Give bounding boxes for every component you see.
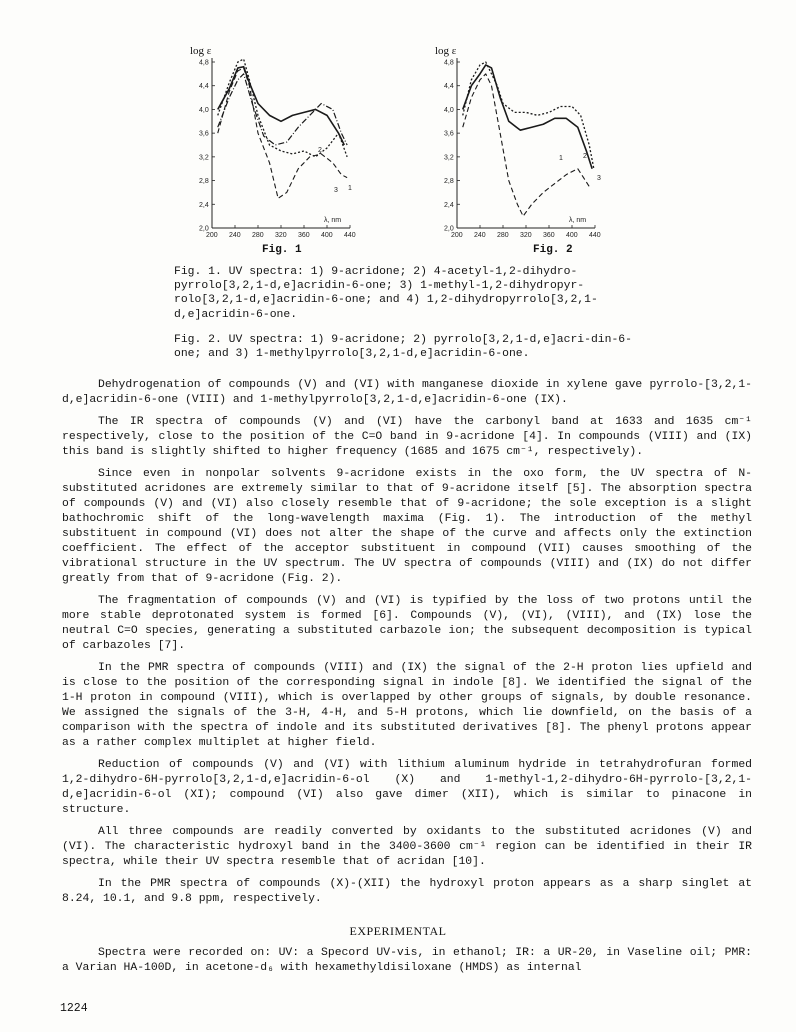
y-tick-label: 4,0: [199, 106, 209, 114]
figure-caption-label: Fig. 2: [533, 244, 573, 256]
page-number: 1224: [60, 1002, 88, 1015]
spectrum-curve-3: [463, 62, 594, 169]
x-tick-label: 400: [321, 232, 333, 239]
x-tick-label: 360: [543, 232, 555, 239]
x-tick-label: 240: [229, 232, 241, 239]
uv-spectrum-chart-1: [190, 40, 365, 255]
curve-number-label: 1: [559, 155, 563, 162]
y-tick-label: 4,0: [444, 106, 454, 114]
y-tick-label: 2,4: [444, 201, 454, 209]
x-tick-label: 280: [252, 232, 264, 239]
y-tick-label: 3,6: [199, 130, 209, 138]
spectrum-curve-1: [218, 67, 345, 145]
y-tick-label: 4,4: [444, 83, 454, 91]
y-axis-label: log ε: [190, 45, 212, 57]
y-tick-label: 3,6: [444, 130, 454, 138]
curve-number-label: 3: [334, 187, 338, 194]
x-unit-label: λ, nm: [569, 217, 587, 224]
figure-2-caption: Fig. 2. UV spectra: 1) 9-acridone; 2) pyrrolo[3,2,1-d,e]acri-din-6-one; and 3) 1-methylpyrrolo[3,2,1-d,e]acridin-6-one.: [174, 334, 632, 361]
curve-number-label: 3: [597, 175, 601, 182]
y-tick-label: 2,4: [199, 201, 209, 209]
body-text: [62, 378, 752, 914]
y-tick-label: 2,8: [199, 178, 209, 186]
paragraph-oxidants: All three compounds are readily converted by oxidants to the substituted acridones (V) and (VI). The characteristic hydroxyl band in the 3400-3600 cm⁻¹ region can be identified in their IR spectra, while their UV spectra resemble that of acridan [10].: [62, 826, 752, 868]
figure-1: [190, 40, 365, 260]
paragraph-spectra-instruments: Spectra were recorded on: UV: a Specord UV-vis, in ethanol; IR: a UR-20, in Vaseline oil; PMR: a Varian HA-100D, in acetone-d₆ with hexamethyldisiloxane (HMDS) as internal: [62, 947, 752, 974]
x-tick-label: 200: [451, 232, 463, 239]
paragraph-ir-spectra: The IR spectra of compounds (V) and (VI) have the carbonyl band at 1633 and 1635 cm⁻¹ respectively, close to the position of the C=O band in 9-acridone [4]. In compounds (VIII) and (IX) this band is slightly shifted to higher frequency (1685 and 1675 cm⁻¹, respectively).: [62, 416, 752, 458]
uv-spectrum-chart-2: [435, 40, 610, 255]
y-tick-label: 2,0: [444, 225, 454, 233]
x-tick-label: 440: [589, 232, 601, 239]
y-tick-label: 2,8: [444, 178, 454, 186]
figure-caption-label: Fig. 1: [262, 244, 302, 256]
paragraph-dehydrogenation: Dehydrogenation of compounds (V) and (VI) with manganese dioxide in xylene gave pyrrolo-[3,2,1-d,e]acridin-6-one (VIII) and 1-methylpyrrolo[3,2,1-d,e]acridin-6-one (IX).: [62, 379, 752, 406]
x-tick-label: 200: [206, 232, 218, 239]
y-tick-label: 4,4: [199, 83, 209, 91]
experimental-text: [62, 946, 752, 983]
figure-2: [435, 40, 610, 260]
y-tick-label: 3,2: [444, 154, 454, 162]
x-unit-label: λ, nm: [324, 217, 342, 224]
figure-1-caption: Fig. 1. UV spectra: 1) 9-acridone; 2) 4-acetyl-1,2-dihydro-pyrrolo[3,2,1-d,e]acridin-6-one; 3) 1-methyl-1,2-dihydropyr-rolo[3,2,1-d,e]acridin-6-one; and 4) 1,2-dihydropyrrolo[3,2,1-d,e]acridin-6-one.: [174, 266, 598, 321]
x-tick-label: 360: [298, 232, 310, 239]
spectrum-curve-1: [463, 65, 592, 169]
curve-number-label: 1: [348, 185, 352, 192]
y-axis-label: log ε: [435, 45, 457, 57]
paragraph-hydroxyl-proton: In the PMR spectra of compounds (X)-(XII) the hydroxyl proton appears as a sharp singlet at 8.24, 10.1, and 9.8 ppm, respectively.: [62, 878, 752, 905]
curve-number-label: 2: [318, 147, 322, 154]
spectrum-curve-4: [218, 74, 347, 145]
figures-row: [190, 40, 630, 255]
spectrum-curve-2: [463, 74, 590, 216]
y-tick-label: 4,8: [199, 59, 209, 67]
x-tick-label: 320: [275, 232, 287, 239]
curve-number-label: 2: [583, 153, 587, 160]
paragraph-reduction: Reduction of compounds (V) and (VI) with lithium aluminum hydride in tetrahydrofuran formed 1,2-dihydro-6H-pyrrolo[3,2,1-d,e]acridin-6-ol (X) and 1-methyl-1,2-dihydro-6H-pyrrolo-[3,2,1-d,e]acridin-6-ol (XI); compound (VI) also gave dimer (XII), which is similar to pinacone in structure.: [62, 759, 752, 816]
y-tick-label: 4,8: [444, 59, 454, 67]
paragraph-pmr-spectra: In the PMR spectra of compounds (VIII) and (IX) the signal of the 2-H proton lies upfield and is close to the position of the corresponding signal in indole [8]. We identified the signal of the 1-H proton in compound (VIII), which is overlapped by other groups of signals, by double resonance. We assigned the signals of the 3-H, 4-H, and 5-H protons, which lie downfield, on the basis of a comparison with the spectra of indole and its substituted derivatives [8]. The phenyl protons appear as a rather complex multiplet at higher field.: [62, 662, 752, 749]
paragraph-uv-spectra: Since even in nonpolar solvents 9-acridone exists in the oxo form, the UV spectra of N-substituted acridones are extremely similar to that of 9-acridone itself [5]. The absorption spectra of compounds (V) and (VI) also closely resemble that of 9-acridone; the sole exception is a slight bathochromic shift of the long-wavelength maxima (Fig. 1). The introduction of the methyl substituent in compound (VI) does not alter the shape of the curve and affects only the extinction coefficient. The effect of the acceptor substituent in compound (VII) causes smoothing of the vibrational structure in the UV spectrum. The UV spectra of compounds (VIII) and (IX) do not differ greatly from that of 9-acridone (Fig. 2).: [62, 468, 752, 585]
x-tick-label: 280: [497, 232, 509, 239]
x-tick-label: 400: [566, 232, 578, 239]
spectrum-curve-2: [218, 68, 347, 198]
x-tick-label: 320: [520, 232, 532, 239]
section-heading: EXPERIMENTAL: [349, 924, 447, 938]
x-tick-label: 240: [474, 232, 486, 239]
y-tick-label: 2,0: [199, 225, 209, 233]
spectrum-curve-3: [218, 59, 347, 157]
paragraph-fragmentation: The fragmentation of compounds (V) and (VI) is typified by the loss of two protons until the more stable deprotonated system is formed [6]. Compounds (V), (VI), (VIII), and (IX) lose the neutral C=O species, generating a substituted carbazole ion; the subsequent decomposition is typical of carbazoles [7].: [62, 595, 752, 652]
y-tick-label: 3,2: [199, 154, 209, 162]
x-tick-label: 440: [344, 232, 356, 239]
